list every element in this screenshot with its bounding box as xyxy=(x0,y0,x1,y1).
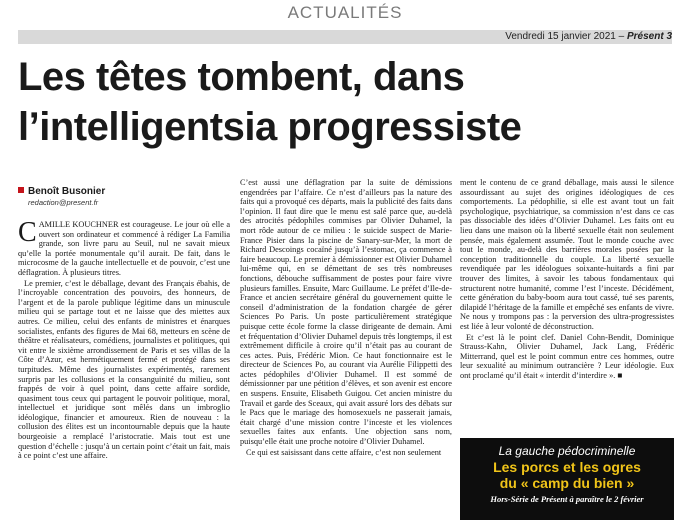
dateline-bar: Vendredi 15 janvier 2021 – Présent 3 xyxy=(18,30,672,44)
article-headline xyxy=(18,52,678,152)
promo-title-line-1: Les porcs et les ogres xyxy=(493,459,641,475)
author-name: Benoît Busonier xyxy=(28,186,106,197)
issue-date: Vendredi 15 janvier 2021 xyxy=(505,31,616,42)
headline-line-2: l’intelligentsia progressiste xyxy=(18,105,522,149)
paragraph: Le premier, c’est le déballage, devant des Français ébahis, de l’incroyable concentration des pouvoirs, des honneurs, de l’argent et de la parole publique légitime dans un minuscule milieu qui se partage tout et ne laisse que des miettes aux autres. Ce milieu, celui des enfants de ministres et énarques socialistes, enfants des figures de Mai 68, metteurs en scène de théâtre et réalisateurs, comédiens, journalistes et politiques, qui vit entre le sixième arrondissement de Paris et ses villas de la Côte d’Azur, est hermétiquement fermé et protégé dans ses turpitudes. Même des journalistes expérimentés, rarement surpris par les collusions et la consanguinité du milieu, sont frappés de voir à quel point, dans cette affaire sordide, quasiment tous ceux qui partagent le pouvoir politique, moral, intellectuel et juridique sont mêlés dans un imbroglio idéologique, financier et amoureux. Rien de nouveau : la collusion des élites est un incontournable depuis que la haute bourgeoisie a remplacé l’aristocratie. Mais tout est une question d’échelle : jusqu’à un certain point c’était un fait, mais à ce point c’est une affaire. xyxy=(18,278,230,461)
paragraph: ment le contenu de ce grand déballage, mais aussi le silence assourdissant au sujet des origines idéologiques de ces comportements. La pédophilie, si elle est avant tout un fait psychologique, psychiatrique, sa commission n’est dans ce cas pas dissociable des idées d’Olivier Duhamel. Les faits ont eu lieu dans une maison où la liberté sexuelle était non seulement pensée, mais également assumée. Tout le monde couche avec tout le monde, au-delà des barrières morales posées par la conception traditionnelle du couple. La liberté sexuelle revendiquée par les idéologues soixante-huitards a fini par trouver des limites, à savoir les tabous fondamentaux qui structurent notre humanité, comme l’est l’inceste. Décidément, cette génération du baby-boom aura tout cassé, tué ses parents, dilapidé l’héritage de la famille et empêché ses enfants de vivre. Ne nous y trompons pas : la perversion des ultra-progressistes est liée à leur volonté de déconstruction. xyxy=(460,178,674,331)
author-email: redaction@present.fr xyxy=(28,198,99,207)
promo-title-line-2: du « camp du bien » xyxy=(499,475,635,491)
page-number: 3 xyxy=(666,31,672,42)
promo-box[interactable] xyxy=(460,438,674,520)
drop-cap: C xyxy=(18,220,37,248)
red-square-icon xyxy=(18,187,24,193)
headline-line-1: Les têtes tombent, dans xyxy=(18,55,465,99)
article-column-3 xyxy=(460,178,674,436)
article-column-1 xyxy=(18,220,230,520)
article-column-2 xyxy=(240,178,452,520)
paragraph: Et c’est là le point clef. Daniel Cohn-Bendit, Dominique Strauss-Kahn, Olivier Duhamel, Jack Lang, Frédéric Mitterrand, quel est le point commun entre ces hommes, outre leur sexualité au minimum outrancière ? Leur idéologie. Eux ont proclamé qu’il était « interdit d’interdire ». ■ xyxy=(460,332,674,380)
end-mark-icon: ■ xyxy=(617,370,623,380)
paragraph: Ce qui est saisissant dans cette affaire, c’est non seulement xyxy=(246,447,442,457)
promo-footer: Hors-Série de Présent à paraître le 2 février xyxy=(490,494,644,504)
paragraph: C’est aussi une déflagration par la suite de démissions engendrées par l’affaire. Ce n’est d’ailleurs pas la nature des faits qui a provoqué ces départs, mais la publicité des faits dans l’opinion. Il faut dire que le menu est salé parce que, au-delà des atrocités pédophiles commises par Olivier Duhamel, la mort rôde autour de ce milieu : le suicide suspect de Marie-France Pisier dans la piscine de Sanary-sur-Mer, la mort de Richard Descoings cocaïné jusqu’à l’estomac, ça commence à faire beaucoup. Le premier à démissionner est Olivier Duhamel lui-même qui, en se démettant de ses très nombreuses fonctions, débouche suffisamment de postes pour faire vivre plusieurs familles. Ensuite, Marc Guillaume. Le préfet d’Ile-de-France et ancien secrétaire général du gouvernement quitte le conseil d’administration de la fondation chargée de gérer Sciences Po Paris. Un poste particulièrement stratégique puisque cette école forme la classe dirigeante de demain. Ami et fréquentation d’Olivier Duhamel depuis très longtemps, il est extrêmement difficile à croire qu’il n’était pas au courant de ces actes. Puis, Frédéric Mion. Ce haut fonctionnaire est le directeur de Sciences Po, au courant via Aurélie Filippetti des actes pédophiles d’Olivier Duhamel. Il est sommé de démissionner par une pétition d’élèves, et son avenir est encore en suspens. Ensuite, Elisabeth Guigou. Cet ancien ministre du Travail et garde des Sceaux, qui avait assuré lors des débats sur le Pacs que le mariage des homosexuels ne passerait jamais, était chargé d’une mission contre l’inceste et les violences sexuelles faites aux enfants. Une objection sans nom, puisqu’elle était une proche notoire d’Olivier Duhamel. xyxy=(240,178,452,447)
newspaper-name: Présent xyxy=(626,31,664,42)
paragraph: CAMILLE KOUCHNER est courageuse. Le jour où elle a ouvert son ordinateur et commencé à rédiger La Familia grande, son livre paru au Seuil, nul ne savait mieux qu’elle la portée monumentale qu’il aurait. De fait, dans le microcosme de la gauche intellectuelle et de pouvoir, c’est une déflagration. À plusieurs titres. xyxy=(18,220,230,277)
byline xyxy=(18,186,228,207)
promo-kicker: La gauche pédocriminelle xyxy=(498,444,636,458)
section-header: ACTUALITÉS xyxy=(287,3,403,22)
